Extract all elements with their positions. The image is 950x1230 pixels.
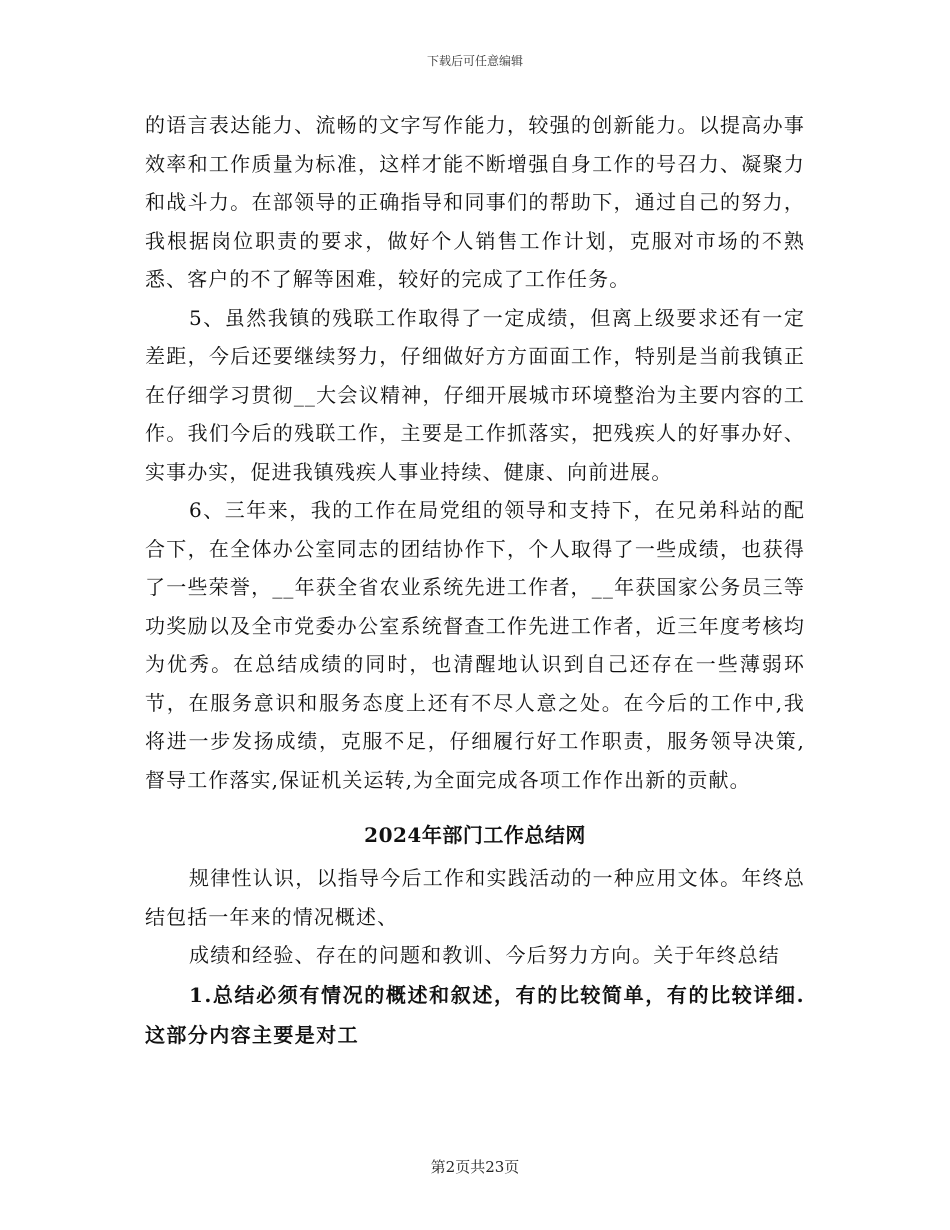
document-body <box>145 106 805 1055</box>
page-header: 下载后可任意编辑 <box>426 54 523 68</box>
paragraph-item-5: 5、虽然我镇的残联工作取得了一定成绩，但离上级要求还有一定差距，今后还要继续努力，仔细做好方方面面工作，特别是当前我镇正在仔细学习贯彻__大会议精神，仔细开展城市环境整治为主要内容的工作。我们今后的残联工作，主要是工作抓落实，把残疾人的好事办好、实事办实，促进我镇残疾人事业持续、健康、向前进展。 <box>145 305 805 484</box>
paragraph-item-6: 6、三年来，我的工作在局党组的领导和支持下，在兄弟科站的配合下，在全体办公室同志的团结协作下，个人取得了一些成绩，也获得了一些荣誉，__年获全省农业系统先进工作者，__年获国家公务员三等功奖励以及全市党委办公室系统督查工作先进工作者，近三年度考核均为优秀。在总结成绩的同时，也清醒地认识到自己还存在一些薄弱环节，在服务意识和服务态度上还有不尽人意之处。在今后的工作中,我将进一步发扬成绩，克服不足，仔细履行好工作职责，服务领导决策,督导工作落实,保证机关运转,为全面完成各项工作作出新的贡献。 <box>145 498 805 792</box>
section-title: 2024年部门工作总结网 <box>364 823 586 847</box>
paragraph-continuation: 的语言表达能力、流畅的文字写作能力，较强的创新能力。以提高办事效率和工作质量为标准，这样才能不断增强自身工作的号召力、凝聚力和战斗力。在部领导的正确指导和同事们的帮助下，通过自己的努力，我根据岗位职责的要求，做好个人销售工作计划，克服对市场的不熟悉、客户的不了解等困难，较好的完成了工作任务。 <box>145 113 805 291</box>
page-number: 第2页共23页 <box>430 1158 520 1176</box>
section-paragraph-contents: 成绩和经验、存在的问题和教训、今后努力方向。关于年终总结 <box>189 943 780 967</box>
section-bold-paragraph: 1.总结必须有情况的概述和叙述，有的比较简单，有的比较详细.这部分内容主要是对工 <box>145 982 805 1047</box>
section-paragraph-intro: 规律性认识，以指导今后工作和实践活动的一种应用文体。年终总结包括一年来的情况概述、 <box>145 866 805 929</box>
